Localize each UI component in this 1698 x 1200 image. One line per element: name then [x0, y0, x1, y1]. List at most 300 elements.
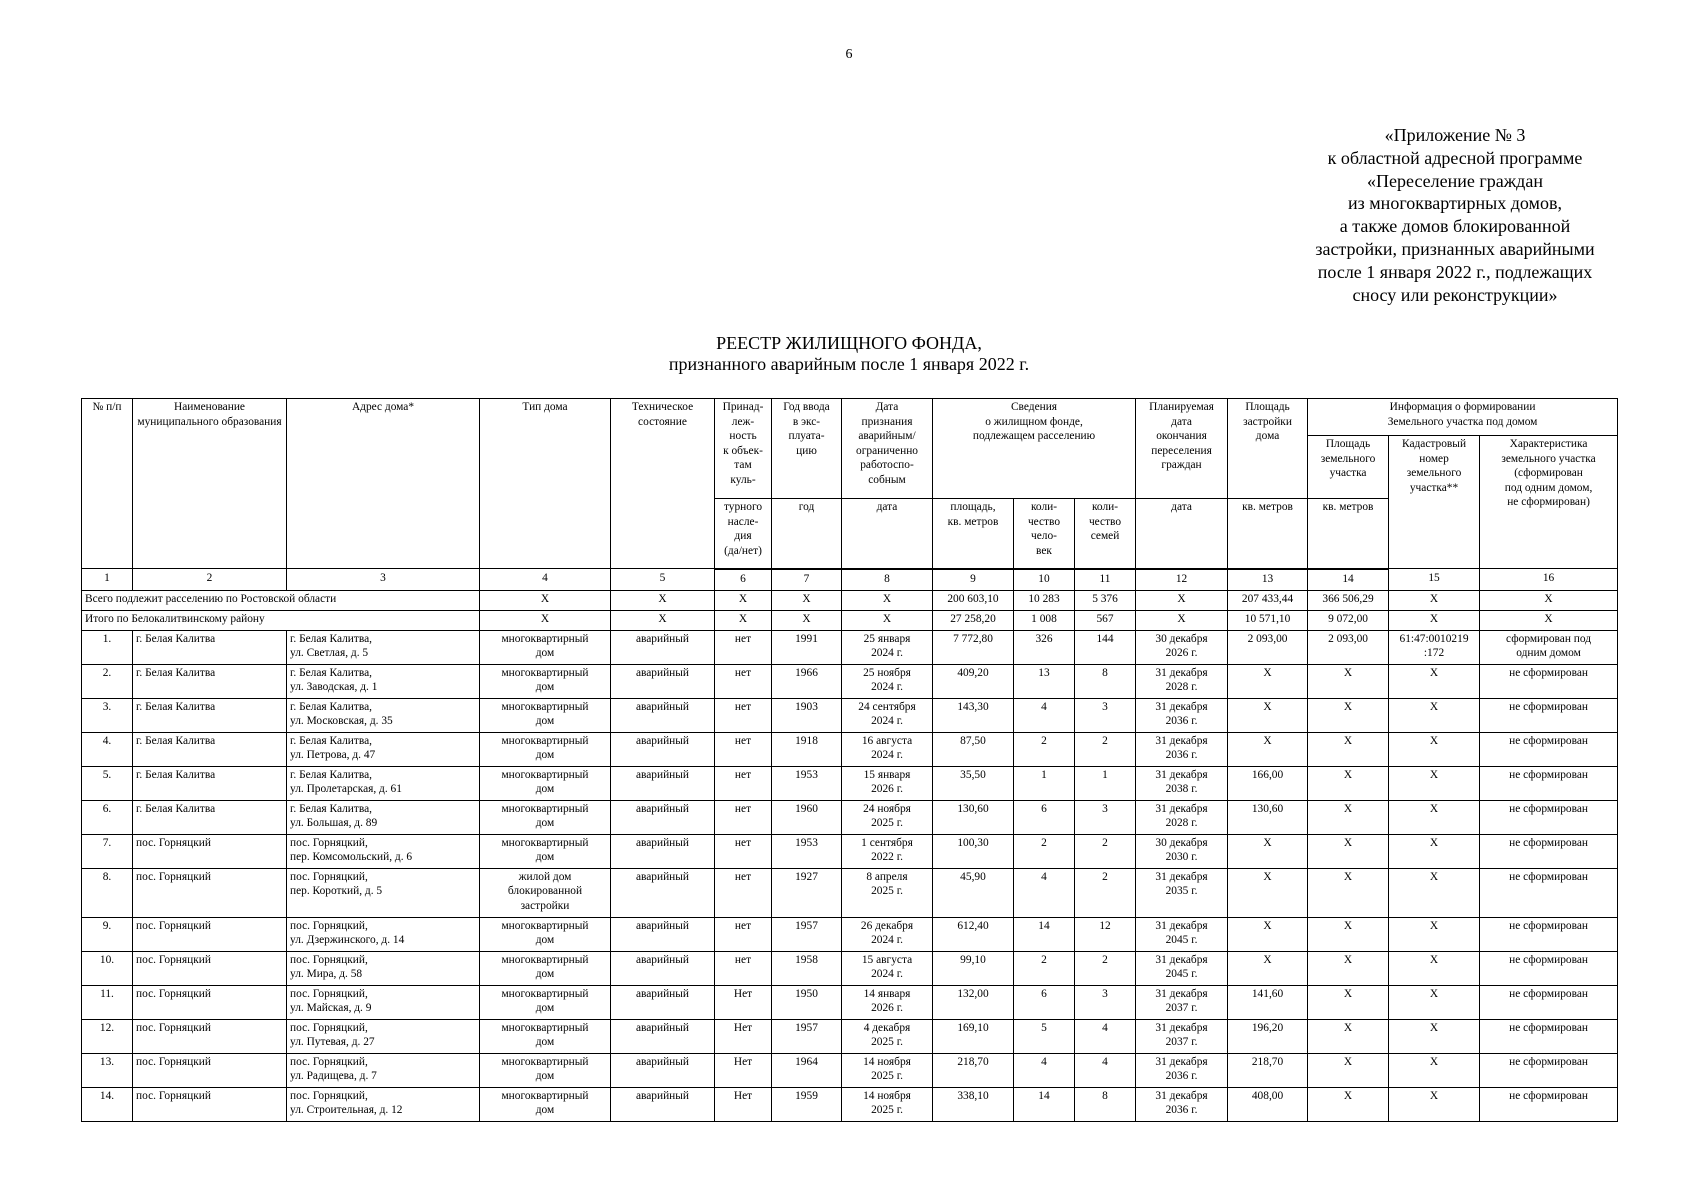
row-house-type: многоквартирный дом [480, 1087, 611, 1121]
row-condition: аварийный [611, 1053, 715, 1087]
total-cell: X [1480, 590, 1618, 610]
row-cadastral: X [1389, 732, 1480, 766]
row-area: 143,30 [933, 698, 1014, 732]
title-line: РЕЕСТР ЖИЛИЩНОГО ФОНДА, [716, 333, 982, 353]
row-number: 2. [82, 664, 133, 698]
row-area: 35,50 [933, 766, 1014, 800]
row-families: 1 [1075, 766, 1136, 800]
column-number: 1 [82, 569, 133, 591]
row-house-type: многоквартирный дом [480, 1019, 611, 1053]
row-planned-date: 31 декабря 2035 г. [1136, 868, 1228, 917]
row-year: 1958 [772, 951, 842, 985]
row-emergency-date: 14 января 2026 г. [842, 985, 933, 1019]
row-year: 1918 [772, 732, 842, 766]
column-number: 14 [1308, 569, 1389, 591]
row-land-area: X [1308, 868, 1389, 917]
row-house-type: жилой дом блокированной застройки [480, 868, 611, 917]
row-people: 326 [1014, 630, 1075, 664]
total-row [82, 590, 1618, 610]
row-characteristic: не сформирован [1480, 1019, 1618, 1053]
header-land-area: Площадь земельного участка [1308, 436, 1389, 499]
row-house-type: многоквартирный дом [480, 917, 611, 951]
total-cell: X [715, 590, 772, 610]
row-area: 338,10 [933, 1087, 1014, 1121]
total-cell: X [842, 610, 933, 630]
header-area: площадь, кв. метров [933, 499, 1014, 569]
column-number: 16 [1480, 569, 1618, 591]
header-year-unit: год [772, 499, 842, 569]
row-land-area: X [1308, 766, 1389, 800]
row-heritage: нет [715, 664, 772, 698]
row-families: 12 [1075, 917, 1136, 951]
row-heritage: нет [715, 800, 772, 834]
row-emergency-date: 24 сентября 2024 г. [842, 698, 933, 732]
row-year: 1960 [772, 800, 842, 834]
row-characteristic: не сформирован [1480, 868, 1618, 917]
row-cadastral: X [1389, 1053, 1480, 1087]
row-heritage: нет [715, 766, 772, 800]
row-cadastral: X [1389, 1019, 1480, 1053]
row-land-area: 2 093,00 [1308, 630, 1389, 664]
total-cell: 9 072,00 [1308, 610, 1389, 630]
total-cell: X [480, 610, 611, 630]
appendix-line: после 1 января 2022 г., подлежащих [1317, 261, 1593, 282]
row-year: 1953 [772, 766, 842, 800]
row-condition: аварийный [611, 698, 715, 732]
row-land-area: X [1308, 951, 1389, 985]
row-characteristic: не сформирован [1480, 1053, 1618, 1087]
header-num: № п/п [82, 399, 133, 569]
column-numbers-row [82, 569, 1618, 591]
row-land-area: X [1308, 1053, 1389, 1087]
row-year: 1966 [772, 664, 842, 698]
row-number: 8. [82, 868, 133, 917]
row-number: 12. [82, 1019, 133, 1053]
row-built-area: 2 093,00 [1228, 630, 1308, 664]
row-land-area: X [1308, 834, 1389, 868]
row-cadastral: X [1389, 698, 1480, 732]
column-number: 11 [1075, 569, 1136, 591]
row-heritage: Нет [715, 985, 772, 1019]
row-planned-date: 30 декабря 2026 г. [1136, 630, 1228, 664]
row-built-area: X [1228, 951, 1308, 985]
appendix-line: сносу или реконструкции» [1352, 284, 1558, 305]
column-number: 13 [1228, 569, 1308, 591]
row-planned-date: 31 декабря 2045 г. [1136, 951, 1228, 985]
column-number: 4 [480, 569, 611, 591]
row-number: 4. [82, 732, 133, 766]
row-built-area: X [1228, 917, 1308, 951]
row-condition: аварийный [611, 917, 715, 951]
row-cadastral: X [1389, 1087, 1480, 1121]
row-house-type: многоквартирный дом [480, 951, 611, 985]
row-heritage: нет [715, 951, 772, 985]
row-condition: аварийный [611, 664, 715, 698]
row-planned-date: 31 декабря 2037 г. [1136, 985, 1228, 1019]
row-planned-date: 31 декабря 2045 г. [1136, 917, 1228, 951]
row-number: 7. [82, 834, 133, 868]
row-year: 1950 [772, 985, 842, 1019]
table-row [82, 766, 1618, 800]
total-cell: X [1136, 610, 1228, 630]
row-address: пос. Горняцкий, ул. Строительная, д. 12 [287, 1087, 480, 1121]
row-characteristic: не сформирован [1480, 766, 1618, 800]
row-emergency-date: 15 января 2026 г. [842, 766, 933, 800]
row-cadastral: X [1389, 951, 1480, 985]
row-address: пос. Горняцкий, ул. Путевая, д. 27 [287, 1019, 480, 1053]
total-cell: 200 603,10 [933, 590, 1014, 610]
total-cell: 207 433,44 [1228, 590, 1308, 610]
row-characteristic: не сформирован [1480, 917, 1618, 951]
appendix-line: а также домов блокированной [1339, 216, 1571, 237]
row-people: 2 [1014, 732, 1075, 766]
row-house-type: многоквартирный дом [480, 664, 611, 698]
total-cell: X [611, 590, 715, 610]
row-address: г. Белая Калитва, ул. Петрова, д. 47 [287, 732, 480, 766]
total-cell: 1 008 [1014, 610, 1075, 630]
row-families: 2 [1075, 834, 1136, 868]
row-people: 6 [1014, 800, 1075, 834]
row-built-area: 130,60 [1228, 800, 1308, 834]
column-number: 9 [933, 569, 1014, 591]
document-title [0, 333, 1698, 375]
column-number: 12 [1136, 569, 1228, 591]
row-condition: аварийный [611, 834, 715, 868]
row-municipality: пос. Горняцкий [133, 951, 287, 985]
row-land-area: X [1308, 732, 1389, 766]
total-cell: 366 506,29 [1308, 590, 1389, 610]
header-municipality: Наименование муниципального образования [133, 399, 287, 569]
row-address: г. Белая Калитва, ул. Заводская, д. 1 [287, 664, 480, 698]
row-built-area: 218,70 [1228, 1053, 1308, 1087]
row-cadastral: 61:47:0010219 :172 [1389, 630, 1480, 664]
row-planned-date: 31 декабря 2028 г. [1136, 800, 1228, 834]
row-area: 218,70 [933, 1053, 1014, 1087]
row-municipality: г. Белая Калитва [133, 800, 287, 834]
row-built-area: X [1228, 834, 1308, 868]
row-heritage: нет [715, 868, 772, 917]
header-families: коли- чество семей [1075, 499, 1136, 569]
row-people: 5 [1014, 1019, 1075, 1053]
total-cell: 567 [1075, 610, 1136, 630]
row-people: 6 [1014, 985, 1075, 1019]
row-families: 2 [1075, 951, 1136, 985]
row-municipality: пос. Горняцкий [133, 917, 287, 951]
row-municipality: пос. Горняцкий [133, 868, 287, 917]
row-year: 1927 [772, 868, 842, 917]
row-emergency-date: 15 августа 2024 г. [842, 951, 933, 985]
total-cell: X [1389, 610, 1480, 630]
row-people: 14 [1014, 917, 1075, 951]
row-condition: аварийный [611, 985, 715, 1019]
row-municipality: пос. Горняцкий [133, 1053, 287, 1087]
row-people: 2 [1014, 951, 1075, 985]
row-area: 99,10 [933, 951, 1014, 985]
row-people: 1 [1014, 766, 1075, 800]
row-number: 3. [82, 698, 133, 732]
row-area: 45,90 [933, 868, 1014, 917]
row-area: 100,30 [933, 834, 1014, 868]
header-built-unit: кв. метров [1228, 499, 1308, 569]
row-land-area: X [1308, 698, 1389, 732]
row-families: 3 [1075, 698, 1136, 732]
row-year: 1957 [772, 1019, 842, 1053]
header-planned-date: Планируемая дата окончания переселения граждан [1136, 399, 1228, 499]
header-year: Год ввода в экс- плуата- цию [772, 399, 842, 499]
row-families: 2 [1075, 868, 1136, 917]
row-people: 4 [1014, 698, 1075, 732]
total-cell: X [715, 610, 772, 630]
header-housing-info: Сведения о жилищном фонде, подлежащем расселению [933, 399, 1136, 499]
row-heritage: Нет [715, 1019, 772, 1053]
total-cell: 10 571,10 [1228, 610, 1308, 630]
table-row [82, 1019, 1618, 1053]
total-cell: 5 376 [1075, 590, 1136, 610]
row-address: пос. Горняцкий, ул. Мира, д. 58 [287, 951, 480, 985]
row-characteristic: не сформирован [1480, 985, 1618, 1019]
row-house-type: многоквартирный дом [480, 985, 611, 1019]
row-address: пос. Горняцкий, пер. Короткий, д. 5 [287, 868, 480, 917]
column-number: 10 [1014, 569, 1075, 591]
title-line: признанного аварийным после 1 января 2022 г. [668, 354, 1030, 374]
row-cadastral: X [1389, 664, 1480, 698]
row-people: 4 [1014, 868, 1075, 917]
table-row [82, 985, 1618, 1019]
row-characteristic: не сформирован [1480, 951, 1618, 985]
header-heritage: Принад- леж- ность к объек- там куль- [715, 399, 772, 499]
total-row [82, 610, 1618, 630]
row-municipality: пос. Горняцкий [133, 1087, 287, 1121]
total-label: Итого по Белокалитвинскому району [82, 610, 480, 630]
row-cadastral: X [1389, 766, 1480, 800]
total-cell: 27 258,20 [933, 610, 1014, 630]
row-heritage: нет [715, 732, 772, 766]
row-emergency-date: 1 сентября 2022 г. [842, 834, 933, 868]
housing-registry-table [81, 398, 1618, 1122]
column-number: 3 [287, 569, 480, 591]
row-number: 14. [82, 1087, 133, 1121]
row-area: 612,40 [933, 917, 1014, 951]
row-heritage: нет [715, 630, 772, 664]
row-built-area: 141,60 [1228, 985, 1308, 1019]
header-built-area: Площадь застройки дома [1228, 399, 1308, 499]
header-date: Дата признания аварийным/ ограниченно работоспо- собным [842, 399, 933, 499]
row-address: пос. Горняцкий, ул. Радищева, д. 7 [287, 1053, 480, 1087]
row-characteristic: не сформирован [1480, 1087, 1618, 1121]
column-number: 5 [611, 569, 715, 591]
appendix-note [1290, 124, 1620, 306]
row-municipality: пос. Горняцкий [133, 985, 287, 1019]
row-emergency-date: 25 января 2024 г. [842, 630, 933, 664]
row-area: 130,60 [933, 800, 1014, 834]
row-heritage: Нет [715, 1053, 772, 1087]
row-built-area: 166,00 [1228, 766, 1308, 800]
header-land-area-unit: кв. метров [1308, 499, 1389, 569]
row-house-type: многоквартирный дом [480, 766, 611, 800]
row-planned-date: 30 декабря 2030 г. [1136, 834, 1228, 868]
row-condition: аварийный [611, 1019, 715, 1053]
row-house-type: многоквартирный дом [480, 732, 611, 766]
row-planned-date: 31 декабря 2038 г. [1136, 766, 1228, 800]
row-cadastral: X [1389, 917, 1480, 951]
row-municipality: г. Белая Калитва [133, 766, 287, 800]
row-families: 4 [1075, 1019, 1136, 1053]
row-number: 13. [82, 1053, 133, 1087]
row-municipality: г. Белая Калитва [133, 664, 287, 698]
row-planned-date: 31 декабря 2036 г. [1136, 1053, 1228, 1087]
page-number: 6 [845, 47, 853, 62]
row-families: 3 [1075, 800, 1136, 834]
row-land-area: X [1308, 1087, 1389, 1121]
header-address: Адрес дома* [287, 399, 480, 569]
row-area: 7 772,80 [933, 630, 1014, 664]
column-number: 6 [715, 569, 772, 591]
row-families: 8 [1075, 1087, 1136, 1121]
row-families: 3 [1075, 985, 1136, 1019]
header-condition: Техническое состояние [611, 399, 715, 569]
row-heritage: Нет [715, 1087, 772, 1121]
column-number: 8 [842, 569, 933, 591]
total-cell: X [772, 610, 842, 630]
row-address: пос. Горняцкий, ул. Майская, д. 9 [287, 985, 480, 1019]
row-year: 1991 [772, 630, 842, 664]
row-land-area: X [1308, 800, 1389, 834]
row-house-type: многоквартирный дом [480, 834, 611, 868]
row-number: 10. [82, 951, 133, 985]
appendix-line: «Переселение граждан [1367, 170, 1543, 191]
row-condition: аварийный [611, 800, 715, 834]
row-characteristic: не сформирован [1480, 732, 1618, 766]
table-row [82, 1087, 1618, 1121]
row-heritage: нет [715, 917, 772, 951]
row-built-area: 196,20 [1228, 1019, 1308, 1053]
row-number: 6. [82, 800, 133, 834]
row-condition: аварийный [611, 1087, 715, 1121]
row-planned-date: 31 декабря 2037 г. [1136, 1019, 1228, 1053]
row-municipality: г. Белая Калитва [133, 630, 287, 664]
row-address: г. Белая Калитва, ул. Пролетарская, д. 61 [287, 766, 480, 800]
row-address: г. Белая Калитва, ул. Светлая, д. 5 [287, 630, 480, 664]
header-characteristic: Характеристика земельного участка (сформирован под одним домом, не сформирован) [1480, 436, 1618, 569]
row-year: 1903 [772, 698, 842, 732]
row-house-type: многоквартирный дом [480, 698, 611, 732]
total-cell: X [1480, 610, 1618, 630]
table-row [82, 1053, 1618, 1087]
row-cadastral: X [1389, 985, 1480, 1019]
appendix-line: из многоквартирных домов, [1348, 193, 1562, 214]
row-people: 2 [1014, 834, 1075, 868]
header-people: коли- чество чело- век [1014, 499, 1075, 569]
row-condition: аварийный [611, 630, 715, 664]
row-emergency-date: 14 ноября 2025 г. [842, 1053, 933, 1087]
row-families: 4 [1075, 1053, 1136, 1087]
row-characteristic: не сформирован [1480, 698, 1618, 732]
row-emergency-date: 24 ноября 2025 г. [842, 800, 933, 834]
row-cadastral: X [1389, 800, 1480, 834]
header-date-unit: дата [842, 499, 933, 569]
row-emergency-date: 26 декабря 2024 г. [842, 917, 933, 951]
total-cell: X [1136, 590, 1228, 610]
row-area: 409,20 [933, 664, 1014, 698]
table-row [82, 630, 1618, 664]
table-row [82, 917, 1618, 951]
row-characteristic: не сформирован [1480, 664, 1618, 698]
row-house-type: многоквартирный дом [480, 800, 611, 834]
row-address: г. Белая Калитва, ул. Московская, д. 35 [287, 698, 480, 732]
column-number: 2 [133, 569, 287, 591]
row-area: 169,10 [933, 1019, 1014, 1053]
row-address: г. Белая Калитва, ул. Большая, д. 89 [287, 800, 480, 834]
row-number: 9. [82, 917, 133, 951]
row-characteristic: сформирован под одним домом [1480, 630, 1618, 664]
row-condition: аварийный [611, 766, 715, 800]
row-families: 144 [1075, 630, 1136, 664]
row-municipality: г. Белая Калитва [133, 698, 287, 732]
appendix-line: к областной адресной программе [1327, 147, 1583, 168]
row-land-area: X [1308, 985, 1389, 1019]
total-cell: 10 283 [1014, 590, 1075, 610]
row-planned-date: 31 декабря 2036 г. [1136, 698, 1228, 732]
row-people: 4 [1014, 1053, 1075, 1087]
total-cell: X [611, 610, 715, 630]
row-characteristic: не сформирован [1480, 800, 1618, 834]
row-emergency-date: 4 декабря 2025 г. [842, 1019, 933, 1053]
row-built-area: X [1228, 868, 1308, 917]
header-cadastral: Кадастровый номер земельного участка** [1389, 436, 1480, 569]
table-body [82, 569, 1618, 1122]
row-area: 87,50 [933, 732, 1014, 766]
table-row [82, 834, 1618, 868]
row-area: 132,00 [933, 985, 1014, 1019]
row-emergency-date: 8 апреля 2025 г. [842, 868, 933, 917]
row-address: пос. Горняцкий, ул. Дзержинского, д. 14 [287, 917, 480, 951]
table-row [82, 698, 1618, 732]
row-condition: аварийный [611, 868, 715, 917]
row-municipality: г. Белая Калитва [133, 732, 287, 766]
row-year: 1964 [772, 1053, 842, 1087]
table-row [82, 732, 1618, 766]
total-cell: X [772, 590, 842, 610]
row-built-area: X [1228, 664, 1308, 698]
row-families: 2 [1075, 732, 1136, 766]
row-land-area: X [1308, 917, 1389, 951]
total-cell: X [480, 590, 611, 610]
row-planned-date: 31 декабря 2028 г. [1136, 664, 1228, 698]
row-emergency-date: 14 ноября 2025 г. [842, 1087, 933, 1121]
row-built-area: X [1228, 732, 1308, 766]
row-emergency-date: 16 августа 2024 г. [842, 732, 933, 766]
total-label: Всего подлежит расселению по Ростовской области [82, 590, 480, 610]
column-number: 15 [1389, 569, 1480, 591]
header-house-type: Тип дома [480, 399, 611, 569]
row-house-type: многоквартирный дом [480, 630, 611, 664]
row-condition: аварийный [611, 732, 715, 766]
row-planned-date: 31 декабря 2036 г. [1136, 1087, 1228, 1121]
row-number: 1. [82, 630, 133, 664]
row-heritage: нет [715, 834, 772, 868]
table-row [82, 868, 1618, 917]
row-built-area: X [1228, 698, 1308, 732]
row-condition: аварийный [611, 951, 715, 985]
row-year: 1959 [772, 1087, 842, 1121]
row-cadastral: X [1389, 834, 1480, 868]
row-house-type: многоквартирный дом [480, 1053, 611, 1087]
row-people: 13 [1014, 664, 1075, 698]
row-heritage: нет [715, 698, 772, 732]
total-cell: X [1389, 590, 1480, 610]
row-year: 1953 [772, 834, 842, 868]
row-municipality: пос. Горняцкий [133, 834, 287, 868]
